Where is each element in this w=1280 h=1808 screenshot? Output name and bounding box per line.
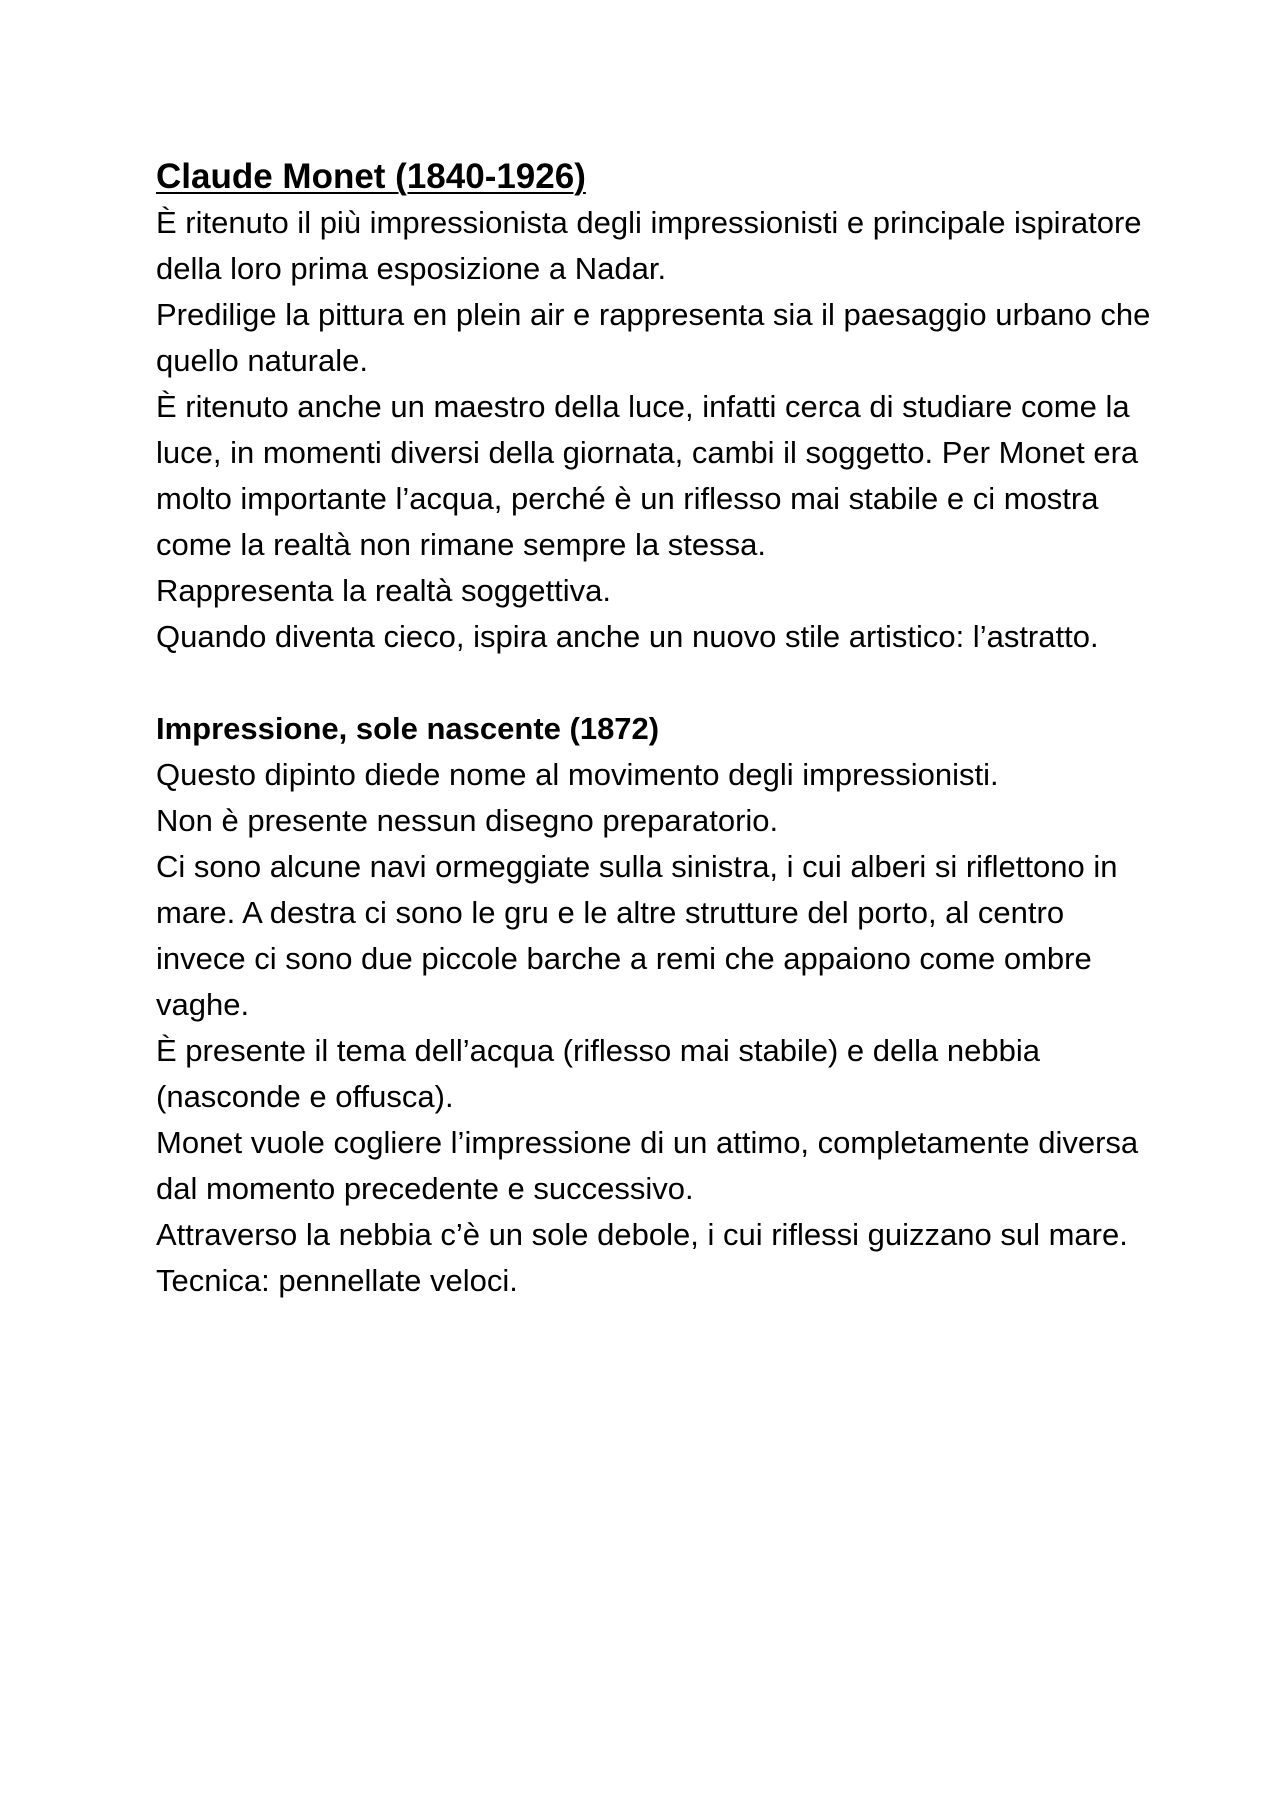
paragraph: Tecnica: pennellate veloci.: [156, 1263, 518, 1298]
page-title: Claude Monet (1840-1926): [156, 157, 586, 196]
section-spacer: [156, 660, 1156, 706]
paragraph: È ritenuto il più impressionista degli impressionisti e principale ispiratore della loro prima esposizione a Nadar.: [156, 205, 1142, 286]
paragraph: Non è presente nessun disegno preparatorio.: [156, 803, 779, 838]
paragraph: Quando diventa cieco, ispira anche un nuovo stile artistico: l’astratto.: [156, 619, 1099, 654]
paragraph: Monet vuole cogliere l’impressione di un attimo, completamente diversa dal momento precedente e successivo.: [156, 1125, 1139, 1206]
paragraph: Attraverso la nebbia c’è un sole debole, i cui riflessi guizzano sul mare.: [156, 1217, 1128, 1252]
paragraph: Rappresenta la realtà soggettiva.: [156, 573, 611, 608]
paragraph: Predilige la pittura en plein air e rappresenta sia il paesaggio urbano che quello naturale.: [156, 297, 1151, 378]
section-heading: Impressione, sole nascente (1872): [156, 711, 660, 746]
paragraph: Ci sono alcune navi ormeggiate sulla sinistra, i cui alberi si riflettono in mare. A destra ci sono le gru e le altre strutture del porto, al centro invece ci sono due piccole barche a remi che appaiono come ombre vaghe.: [156, 849, 1118, 1022]
paragraph: È presente il tema dell’acqua (riflesso mai stabile) e della nebbia (nasconde e offusca).: [156, 1033, 1040, 1114]
paragraph: È ritenuto anche un maestro della luce, infatti cerca di studiare come la luce, in momenti diversi della giornata, cambi il soggetto. Per Monet era molto importante l’acqua, perché è un riflesso mai stabile e ci mostra come la realtà non rimane sempre la stessa.: [156, 389, 1139, 562]
paragraph: Questo dipinto diede nome al movimento degli impressionisti.: [156, 757, 999, 792]
document-page: [156, 154, 1156, 1304]
